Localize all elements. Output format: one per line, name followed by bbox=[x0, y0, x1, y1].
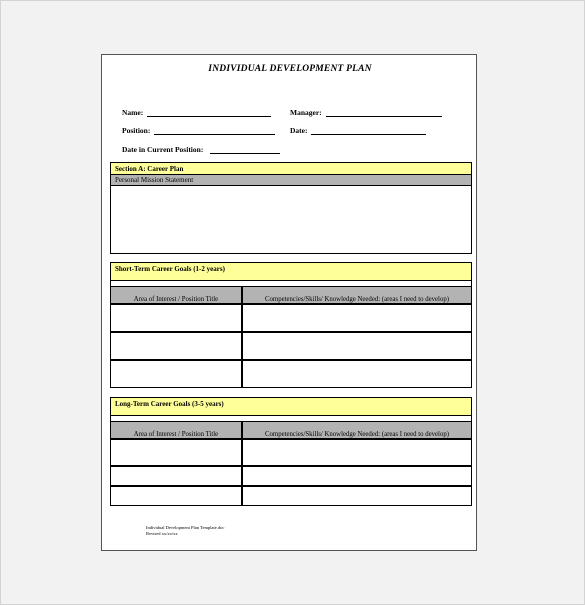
table-cell[interactable] bbox=[242, 304, 471, 332]
table-cell[interactable] bbox=[111, 304, 242, 332]
table-row bbox=[111, 304, 471, 332]
short-term-goals-table bbox=[111, 287, 471, 387]
table-header-row bbox=[111, 422, 471, 439]
document-page bbox=[101, 54, 477, 551]
page-title: INDIVIDUAL DEVELOPMENT PLAN bbox=[208, 64, 372, 74]
table-row bbox=[111, 466, 471, 486]
table-row bbox=[111, 439, 471, 466]
manager-field[interactable] bbox=[326, 116, 442, 117]
table-cell[interactable] bbox=[242, 360, 471, 387]
table-cell[interactable] bbox=[242, 486, 471, 505]
table-cell[interactable] bbox=[242, 466, 471, 486]
footer-revision: Revised xx/xx/xx bbox=[146, 531, 178, 536]
name-field[interactable] bbox=[147, 116, 271, 117]
section-long-term-goals bbox=[110, 397, 472, 506]
table-cell[interactable] bbox=[242, 332, 471, 360]
table-cell[interactable] bbox=[111, 332, 242, 360]
date-in-position-label: Date in Current Position: bbox=[122, 145, 204, 154]
table-row bbox=[111, 486, 471, 505]
long-term-goals-table bbox=[111, 422, 471, 505]
table-cell[interactable] bbox=[242, 439, 471, 466]
name-label: Name: bbox=[122, 108, 144, 117]
date-label: Date: bbox=[290, 126, 308, 135]
footer-filename: Individual Development Plan Template.doc bbox=[146, 525, 225, 530]
section-a-header: Section A: Career Plan bbox=[111, 163, 471, 175]
mission-statement-field[interactable] bbox=[111, 186, 471, 251]
column-header-area-of-interest: Area of Interest / Position Title bbox=[111, 422, 242, 439]
section-short-term-goals bbox=[110, 262, 472, 388]
long-term-header: Long-Term Career Goals (3-5 years) bbox=[111, 398, 471, 416]
date-field[interactable] bbox=[311, 134, 426, 135]
position-label: Position: bbox=[122, 126, 151, 135]
table-cell[interactable] bbox=[111, 466, 242, 486]
short-term-header: Short-Term Career Goals (1-2 years) bbox=[111, 263, 471, 281]
column-header-competencies: Competencies/Skills/ Knowledge Needed: (areas I need to develop) bbox=[242, 422, 471, 439]
table-cell[interactable] bbox=[111, 360, 242, 387]
table-row bbox=[111, 332, 471, 360]
table-cell[interactable] bbox=[111, 439, 242, 466]
table-header-row bbox=[111, 287, 471, 304]
column-header-area-of-interest: Area of Interest / Position Title bbox=[111, 287, 242, 304]
column-header-competencies: Competencies/Skills/ Knowledge Needed: (areas I need to develop) bbox=[242, 287, 471, 304]
manager-label: Manager: bbox=[290, 108, 322, 117]
table-cell[interactable] bbox=[111, 486, 242, 505]
date-in-position-field[interactable] bbox=[210, 153, 280, 154]
position-field[interactable] bbox=[154, 134, 275, 135]
mission-statement-label: Personal Mission Statement bbox=[111, 175, 471, 186]
table-row bbox=[111, 360, 471, 387]
section-career-plan bbox=[110, 162, 472, 254]
